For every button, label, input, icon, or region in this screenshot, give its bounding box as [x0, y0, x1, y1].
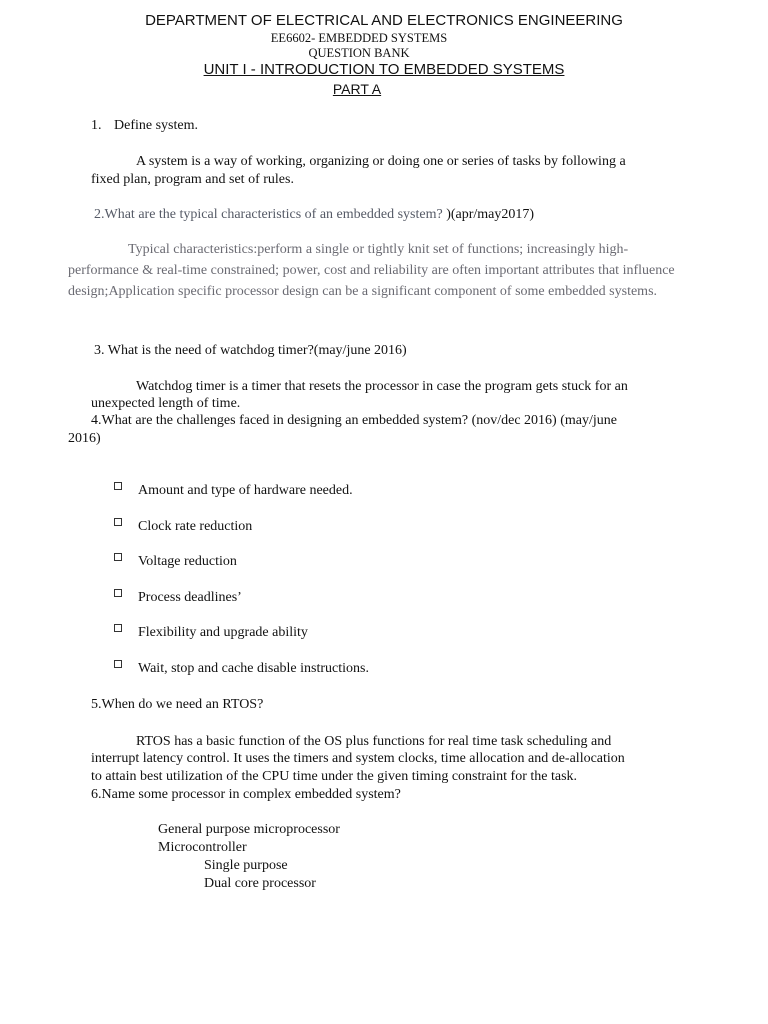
department-title: DEPARTMENT OF ELECTRICAL AND ELECTRONICS ENGINEERING [145, 12, 623, 29]
list-item [114, 590, 242, 606]
list-item [114, 625, 308, 641]
list-item-label: Clock rate reduction [138, 519, 253, 534]
bullet-square-icon [114, 518, 122, 526]
part-title: PART A [332, 81, 382, 97]
q1-question: Define system. [114, 118, 198, 133]
q6-item: Microcontroller [158, 840, 247, 855]
list-item-label: Wait, stop and cache disable instructions. [138, 661, 369, 676]
q3-answer-line2: unexpected length of time. [91, 396, 241, 411]
question-bank-title: QUESTION BANK [308, 46, 410, 60]
q6-subitem: Dual core processor [204, 876, 316, 891]
q2-date: )(apr/may2017) [446, 207, 535, 222]
q6-question: 6.Name some processor in complex embedded system? [91, 787, 401, 802]
list-item [114, 554, 237, 570]
list-item-label: Flexibility and upgrade ability [138, 625, 308, 640]
q6-subitem: Single purpose [204, 858, 288, 873]
q5-answer-line3: to attain best utilization of the CPU time under the given timing constraint for the task. [91, 769, 578, 784]
q1-answer-line2: fixed plan, program and set of rules. [91, 172, 294, 187]
bullet-square-icon [114, 553, 122, 561]
list-item-label: Process deadlines’ [138, 590, 242, 605]
q2-answer: Typical characteristics:perform a single or tightly knit set of functions; increasingly high-performance & real-time constrained; power, cost and reliability are often important attributes that influence design;Application specific processor design can be a significant component of some embedded systems. [68, 242, 675, 299]
bullet-square-icon [114, 589, 122, 597]
bullet-square-icon [114, 482, 122, 490]
course-title: EE6602- EMBEDDED SYSTEMS [270, 31, 448, 45]
q5-answer-line1: RTOS has a basic function of the OS plus functions for real time task scheduling and [136, 734, 612, 749]
q5-question: 5.When do we need an RTOS? [91, 697, 264, 712]
list-item-label: Voltage reduction [138, 554, 237, 569]
q4-question-line2: 2016) [68, 431, 101, 446]
q1-answer-line1: A system is a way of working, organizing or doing one or series of tasks by following a [136, 154, 626, 169]
q2-question: 2.What are the typical characteristics of an embedded system? [94, 207, 443, 222]
q4-question-line1: 4.What are the challenges faced in designing an embedded system? (nov/dec 2016) (may/june [91, 413, 617, 428]
bullet-square-icon [114, 660, 122, 668]
list-item-label: Amount and type of hardware needed. [138, 483, 353, 498]
q3-answer-line1: Watchdog timer is a timer that resets the processor in case the program gets stuck for an [136, 379, 628, 394]
q5-answer-line2: interrupt latency control. It uses the timers and system clocks, time allocation and de-allocation [91, 751, 625, 766]
unit-title: UNIT I - INTRODUCTION TO EMBEDDED SYSTEMS [203, 61, 565, 78]
q6-item: General purpose microprocessor [158, 822, 340, 837]
q1-number: 1. [91, 118, 102, 133]
bullet-square-icon [114, 624, 122, 632]
q3-question: 3. What is the need of watchdog timer?(may/june 2016) [94, 343, 407, 358]
list-item [114, 661, 369, 677]
list-item [114, 483, 353, 499]
list-item [114, 519, 252, 535]
q2-question-line [94, 206, 534, 224]
